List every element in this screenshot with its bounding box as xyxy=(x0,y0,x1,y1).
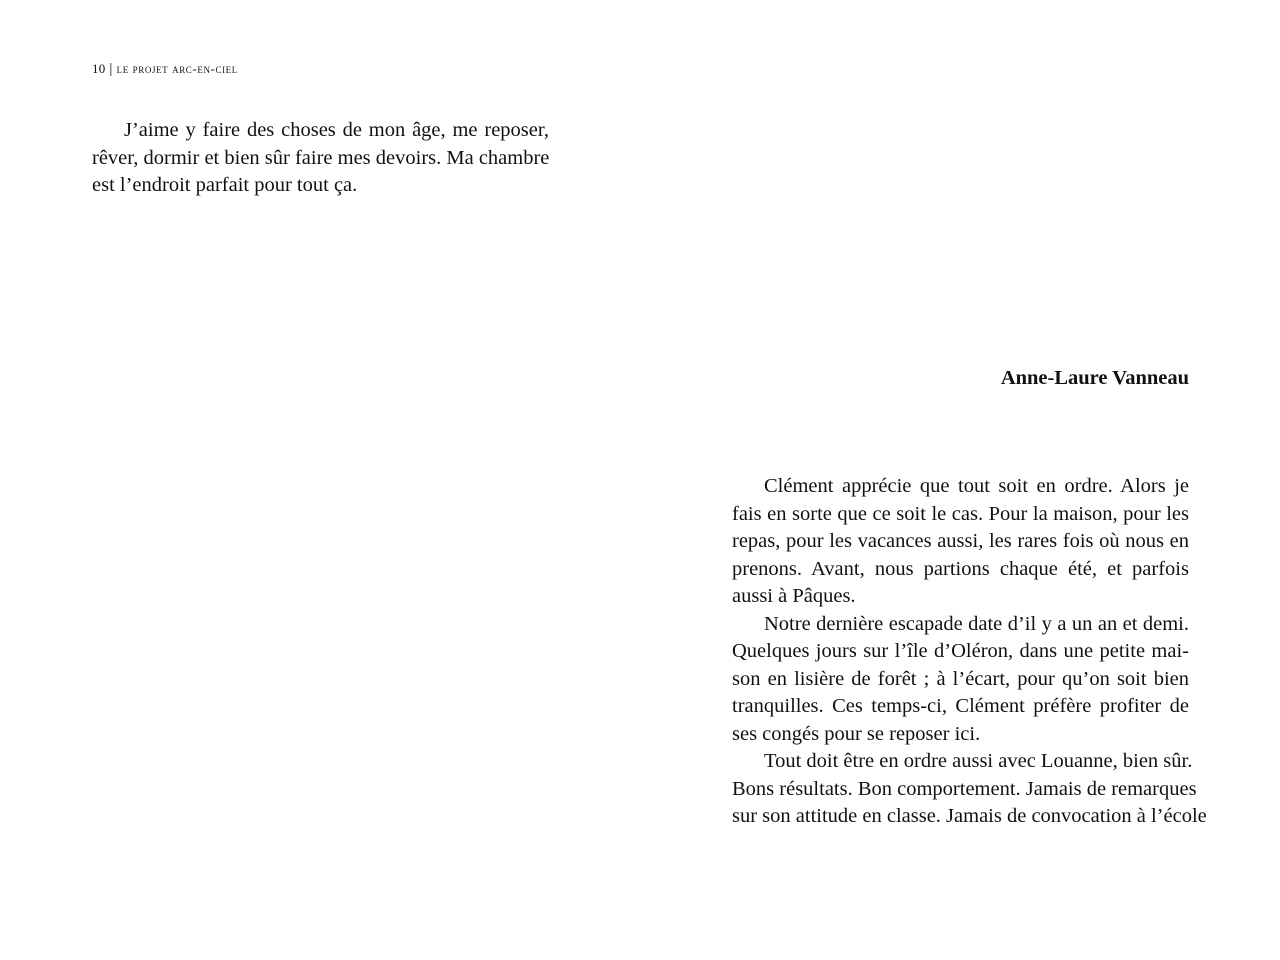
text-line: son en lisière de forêt ; à l’écart, pour qu’on soit bien xyxy=(732,667,1189,690)
text-line: Tout doit être en ordre aussi avec Louanne, bien sûr. xyxy=(764,750,1193,772)
text-line: aussi à Pâques. xyxy=(732,585,856,607)
text-line: Notre dernière escapade date d’il y a un an et demi. xyxy=(764,612,1189,635)
paragraph xyxy=(732,611,1189,749)
paragraph xyxy=(732,473,1189,611)
page-number: 10 xyxy=(92,61,106,76)
text-line: sur son attitude en classe. Jamais de convocation à l’école xyxy=(732,805,1207,827)
text-line: Quelques jours sur l’île d’Oléron, dans une petite mai- xyxy=(732,640,1189,662)
right-page xyxy=(640,0,1280,960)
author-name: Anne-Laure Vanneau xyxy=(1000,367,1189,389)
text-line: tranquilles. Ces temps-ci, Clément préfère profiter de xyxy=(732,695,1189,717)
text-line: Bons résultats. Bon comportement. Jamais de remarques xyxy=(732,777,1197,800)
text-line: J’aime y faire des choses de mon âge, me reposer, xyxy=(124,119,549,141)
text-line: prenons. Avant, nous partions chaque été, et parfois xyxy=(732,557,1189,580)
running-title: le projet arc-en-ciel xyxy=(116,61,238,76)
text-line: Clément apprécie que tout soit en ordre. Alors je xyxy=(764,475,1189,497)
paragraph xyxy=(92,117,549,200)
text-line: rêver, dormir et bien sûr faire mes devoirs. Ma chambre xyxy=(92,146,550,169)
left-page-text xyxy=(92,117,549,200)
running-header xyxy=(92,61,238,77)
text-line: repas, pour les vacances aussi, les rares fois où nous en xyxy=(732,530,1189,552)
text-line: ses congés pour se reposer ici. xyxy=(732,722,981,745)
header-separator: | xyxy=(109,61,113,77)
text-line: est l’endroit parfait pour tout ça. xyxy=(92,174,358,196)
right-page-text xyxy=(732,473,1207,831)
paragraph xyxy=(732,748,1207,831)
text-line: fais en sorte que ce soit le cas. Pour la maison, pour les xyxy=(732,502,1189,525)
